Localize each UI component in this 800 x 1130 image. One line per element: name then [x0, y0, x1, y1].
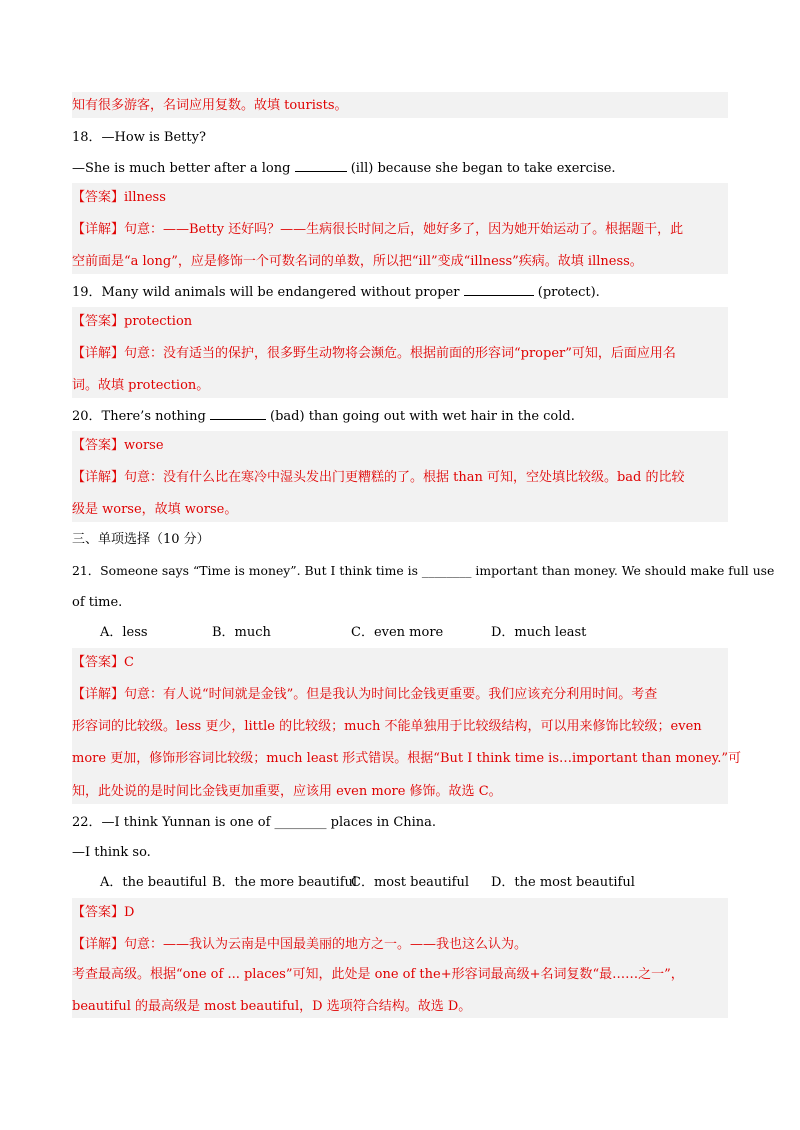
q19-stem — [72, 283, 728, 302]
q22-detail-line2: 考查最高级。根据“one of ... places”可知，此处是 one of the+形容词最高级+名词复数“最……之一”， — [72, 967, 684, 982]
q20-detail-line2: 级是 worse，故填 worse。 — [72, 502, 238, 517]
q22-detail-line3: beautiful 的最高级是 most beautiful，D 选项符合结构。故选 D。 — [72, 999, 472, 1014]
q18-stem-line1: 18．—How is Betty? — [72, 130, 206, 145]
q19-detail-line1: 【详解】句意：没有适当的保护，很多野生动物将会濒危。根据前面的形容词“proper”可知，后面应用名 — [72, 346, 676, 361]
q19-detail-line2: 词。故填 protection。 — [72, 378, 210, 393]
section-title: 三、单项选择（10 分） — [72, 532, 210, 547]
q19-blank — [464, 283, 534, 296]
q22-option-d: D．the most beautiful — [491, 875, 635, 890]
q18-detail-line1: 【详解】句意：——Betty 还好吗？——生病很长时间之后，她好多了，因为她开始运动了。根据题干，此 — [72, 222, 684, 237]
q21-option-c: C．even more — [351, 625, 444, 640]
q21-stem-line2: of time. — [72, 595, 123, 610]
q20-blank — [210, 407, 266, 420]
q22-stem-line1: 22．—I think Yunnan is one of ________ places in China. — [72, 815, 437, 830]
q21-detail-line4: 知，此处说的是时间比金钱更加重要，应该用 even more 修饰。故选 C。 — [72, 784, 502, 799]
q18-detail-line2: 空前面是“a long”，应是修饰一个可数名词的单数，所以把“ill”变成“illness”疾病。故填 illness。 — [72, 254, 643, 269]
q18-blank — [295, 159, 347, 172]
q20-stem-part1: 20．There’s nothing — [72, 409, 210, 424]
q20-stem-part2: (bad) than going out with wet hair in the cold. — [265, 409, 575, 424]
q19-stem-part1: 19．Many wild animals will be endangered without proper — [72, 285, 464, 300]
q18-stem-part2: (ill) because she began to take exercise. — [346, 161, 616, 176]
q21-detail-line3: more 更加，修饰形容词比较级；much least 形式错误。根据“But I think time is…important than money.”可 — [72, 751, 742, 766]
q21-option-b: B．much — [212, 625, 271, 640]
q20-detail-line1: 【详解】句意：没有什么比在寒冷中湿头发出门更糟糕的了。根据 than 可知，空处填比较级。bad 的比较 — [72, 470, 685, 485]
q19-answer: 【答案】protection — [72, 314, 193, 329]
q21-answer: 【答案】C — [72, 655, 134, 670]
q21-detail-line2: 形容词的比较级。less 更少，little 的比较级；much 不能单独用于比较级结构，可以用来修饰比较级；even — [72, 719, 702, 734]
q22-detail-line1: 【详解】句意：——我认为云南是中国最美丽的地方之一。——我也这么认为。 — [72, 937, 528, 952]
q21-option-d: D．much least — [491, 625, 587, 640]
q22-answer: 【答案】D — [72, 905, 135, 920]
q21-stem-line1: 21．Someone says “Time is money”. But I think time is ________ important than money. We should make full use — [72, 563, 775, 578]
q21-detail-line1: 【详解】句意：有人说“时间就是金钱”。但是我认为时间比金钱更重要。我们应该充分利用时间。考查 — [72, 687, 658, 702]
q18-answer: 【答案】illness — [72, 190, 166, 205]
q22-option-a: A．the beautiful — [100, 875, 207, 890]
q20-stem — [72, 407, 728, 426]
q18-stem-line2 — [72, 159, 728, 178]
q17-detail-tail: 知有很多游客，名词应用复数。故填 tourists。 — [72, 98, 348, 113]
q22-stem-line2: —I think so. — [72, 845, 151, 860]
q21-option-a: A．less — [100, 625, 148, 640]
q22-option-b: B．the more beautiful — [212, 875, 358, 890]
q18-stem-part1: —She is much better after a long — [72, 161, 295, 176]
q22-option-c: C．most beautiful — [351, 875, 469, 890]
q20-answer: 【答案】worse — [72, 438, 164, 453]
q19-stem-part2: (protect). — [533, 285, 600, 300]
